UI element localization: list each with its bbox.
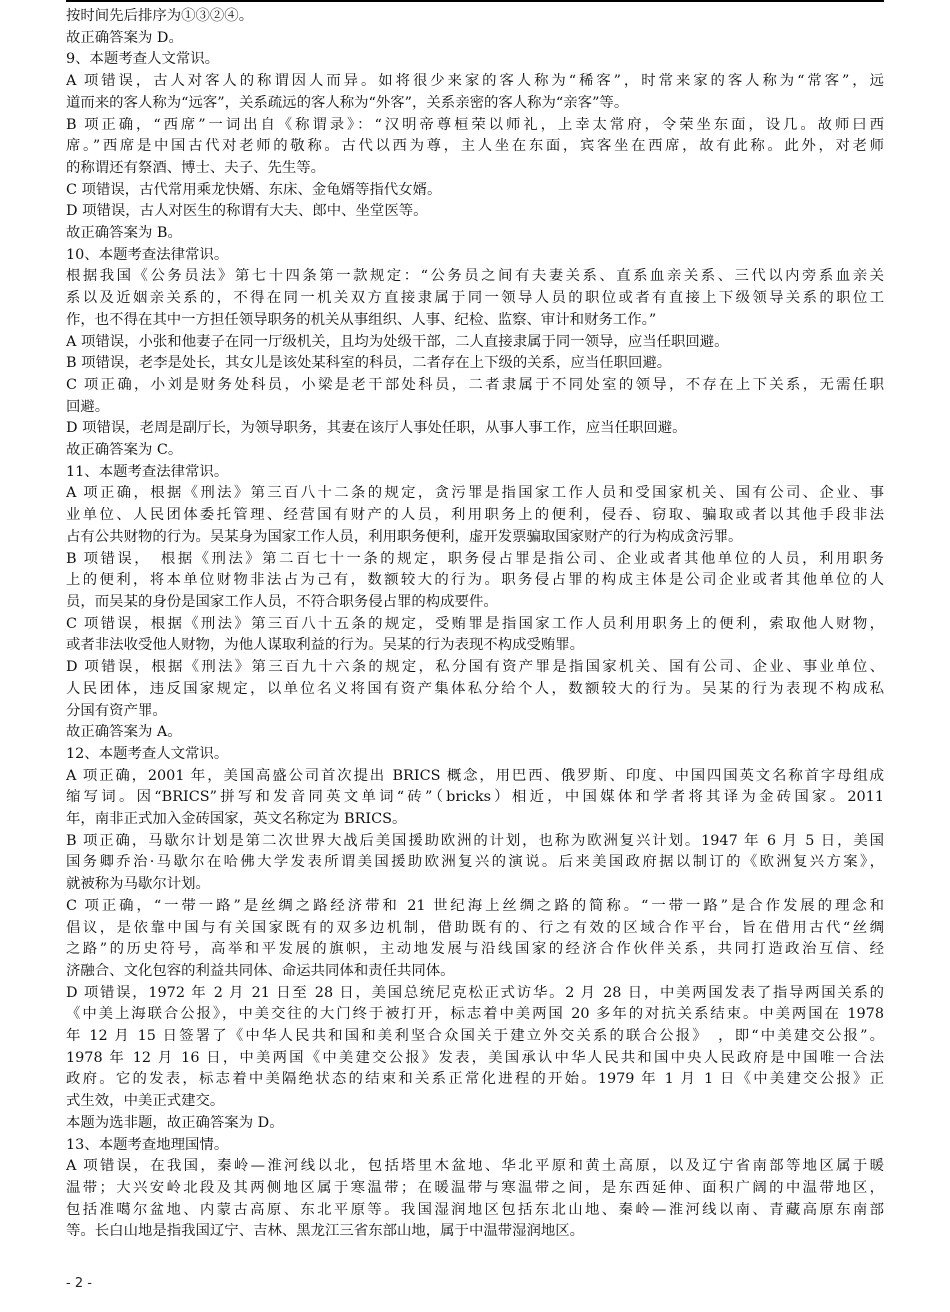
document-body [66,6,884,1243]
text-line: B 项正确，“西席”一词出自《称谓录》：“汉明帝尊桓荣以师礼，上幸太常府，令荣坐东面，设几。故师曰西 [66,116,884,133]
text-line: 国务卿乔治·马歇尔在哈佛大学发表所谓美国援助欧洲复兴的演说。后来美国政府据以制订的《欧洲复兴方案》， [66,854,884,871]
text-line: D 项错误，老周是副厅长，为领导职务，其妻在该厅人事处任职，从事人事工作，应当任职回避。 [66,420,687,437]
text-line: 业单位、人民团体委托管理、经营国有财产的人员，利用职务上的便利，侵吞、窃取、骗取或者以其他手段非法 [66,507,884,524]
text-line: 故正确答案为 D。 [66,29,183,46]
text-line: 11、本题考查法律常识。 [66,463,229,480]
text-line: 故正确答案为 C。 [66,442,183,459]
text-line: A 项正确，根据《刑法》第三百八十二条的规定，贪污罪是指国家工作人员和受国家机关、国有公司、企业、事 [66,485,884,502]
text-line: 人民团体，违反国家规定，以单位名义将国有资产集体私分给个人，数额较大的行为。吴某的行为表现不构成私 [66,680,884,697]
text-line: D 项错误，古人对医生的称谓有大夫、郎中、坐堂医等。 [66,203,428,220]
text-line: 《中美上海联合公报》，中美交往的大门终于被打开，标志着中美两国 20 多年的对抗关系结束。中美两国在 1978 [66,1006,884,1023]
text-line: A 项错误，小张和他妻子在同一厅级机关，且均为处级干部，二人直接隶属于同一领导，应当任职回避。 [66,333,729,350]
text-line: 系以及近姻亲关系的，不得在同一机关双方直接隶属于同一领导人员的职位或者有直接上下级领导关系的职位工 [66,290,884,307]
text-line: 政府。它的发表，标志着中美隔绝状态的结束和关系正常化进程的开始。1979 年 1 月 1 日《中美建交公报》正 [66,1071,884,1088]
text-line: 或者非法收受他人财物，为他人谋取利益的行为。吴某的行为表现不构成受贿罪。 [66,637,585,654]
text-line: 济融合、文化包容的利益共同体、命运共同体和责任共同体。 [66,962,455,979]
text-line: D 项错误，1972 年 2 月 21 日至 28 日，美国总统尼克松正式访华。2 月 28 日，中美两国发表了指导两国关系的 [66,984,884,1001]
text-line: 13、本题考查地理国情。 [66,1136,229,1153]
text-line: 占有公共财物的行为。吴某身为国家工作人员，利用职务便利，虚开发票骗取国家财产的行为构成贪污罪。 [66,528,743,545]
text-line: 回避。 [66,398,110,415]
text-line: D 项错误，根据《刑法》第三百九十六条的规定，私分国有资产罪是指国家机关、国有公司、企业、事业单位、 [66,659,884,676]
text-line: 式生效，中美正式建交。 [66,1093,225,1110]
text-line: 道而来的客人称为“远客”，关系疏远的客人称为“外客”，关系亲密的客人称为“亲客”等。 [66,94,629,111]
text-line: 员，而吴某的身份是国家工作人员，不符合职务侵占罪的构成要件。 [66,593,498,610]
text-line: C 项正确，小刘是财务处科员，小梁是老干部处科员，二者隶属于不同处室的领导，不存在上下关系，无需任职 [66,376,884,393]
page-number: - 2 - [66,1276,92,1291]
text-line: B 项错误， 根据《刑法》第二百七十一条的规定，职务侵占罪是指公司、企业或者其他单位的人员，利用职务 [66,550,884,567]
text-line: 的称谓还有祭酒、博士、夫子、先生等。 [66,159,326,176]
text-line: 根据我国《公务员法》第七十四条第一款规定：“公务员之间有夫妻关系、直系血亲关系、三代以内旁系血亲关 [66,268,884,285]
text-line: 年 12 月 15 日签署了《中华人民共和国和美利坚合众国关于建立外交关系的联合公报》 ，即“中美建交公报”。 [66,1028,884,1045]
text-line: 故正确答案为 A。 [66,724,182,741]
text-line: A 项正确，2001 年，美国高盛公司首次提出 BRICS 概念，用巴西、俄罗斯、印度、中国四国英文名称首字母组成 [66,767,884,784]
text-line: 10、本题考查法律常识。 [66,246,229,263]
top-rule [66,0,884,2]
text-line: C 项正确，“一带一路”是丝绸之路经济带和 21 世纪海上丝绸之路的简称。“一带一路”是合作发展的理念和 [66,897,884,914]
text-line: 包括准噶尔盆地、内蒙古高原、东北平原等。我国湿润地区包括东北山地、秦岭—淮河线以南、青藏高原东南部 [66,1201,884,1218]
text-line: 倡议，是依靠中国与有关国家既有的双多边机制，借助既有的、行之有效的区域合作平台，旨在借用古代“丝绸 [66,919,884,936]
text-line: A 项错误，古人对客人的称谓因人而异。如将很少来家的客人称为“稀客”，时常来家的客人称为“常客”，远 [66,73,884,90]
text-line: 之路”的历史符号，高举和平发展的旗帜，主动地发展与沿线国家的经济合作伙伴关系，共同打造政治互信、经 [66,941,884,958]
text-line: 缩写词。因“BRICS”拼写和发音同英文单词“砖”（bricks）相近，中国媒体和学者将其译为金砖国家。2011 [66,789,884,806]
text-line: 年，南非正式加入金砖国家，英文名称定为 BRICS。 [66,811,407,828]
text-line: 12、本题考查人文常识。 [66,745,229,762]
text-line: 等。长白山地是指我国辽宁、吉林、黑龙江三省东部山地，属于中温带湿润地区。 [66,1223,585,1240]
text-line: 作，也不得在其中一方担任领导职务的机关从事组织、人事、纪检、监察、审计和财务工作。” [66,311,657,328]
text-line: A 项错误，在我国，秦岭—淮河线以北，包括塔里木盆地、华北平原和黄土高原，以及辽宁省南部等地区属于暖 [66,1158,884,1175]
text-line: 就被称为马歇尔计划。 [66,876,210,893]
text-line: 按时间先后排序为①③②④。 [66,8,254,24]
text-line: 故正确答案为 B。 [66,225,182,242]
text-line: 上的便利，将本单位财物非法占为己有，数额较大的行为。职务侵占罪的构成主体是公司企业或者其他单位的人 [66,572,884,589]
text-line: 1978 年 12 月 16 日，中美两国《中美建交公报》发表，美国承认中华人民共和国中央人民政府是中国唯一合法 [66,1049,884,1066]
text-line: B 项错误，老李是处长，其女儿是该处某科室的科员，二者存在上下级的关系，应当任职回避。 [66,355,672,372]
text-line: B 项正确，马歇尔计划是第二次世界大战后美国援助欧洲的计划，也称为欧洲复兴计划。1947 年 6 月 5 日，美国 [66,832,884,849]
text-line: 温带；大兴安岭北段及其两侧地区属于寒温带；在暖温带与寒温带之间，是东西延伸、面积广阔的中温带地区， [66,1179,884,1196]
text-line: 本题为选非题，故正确答案为 D。 [66,1114,284,1131]
text-line: C 项错误，根据《刑法》第三百八十五条的规定，受贿罪是指国家工作人员利用职务上的便利，索取他人财物， [66,615,884,632]
text-line: 分国有资产罪。 [66,702,167,719]
text-line: C 项错误，古代常用乘龙快婿、东床、金龟婿等指代女婿。 [66,181,442,198]
text-line: 9、本题考查人文常识。 [66,51,220,68]
text-line: 席。”西席是中国古代对老师的敬称。古代以西为尊，主人坐在东面，宾客坐在西席，故有此称。此外，对老师 [66,138,884,155]
